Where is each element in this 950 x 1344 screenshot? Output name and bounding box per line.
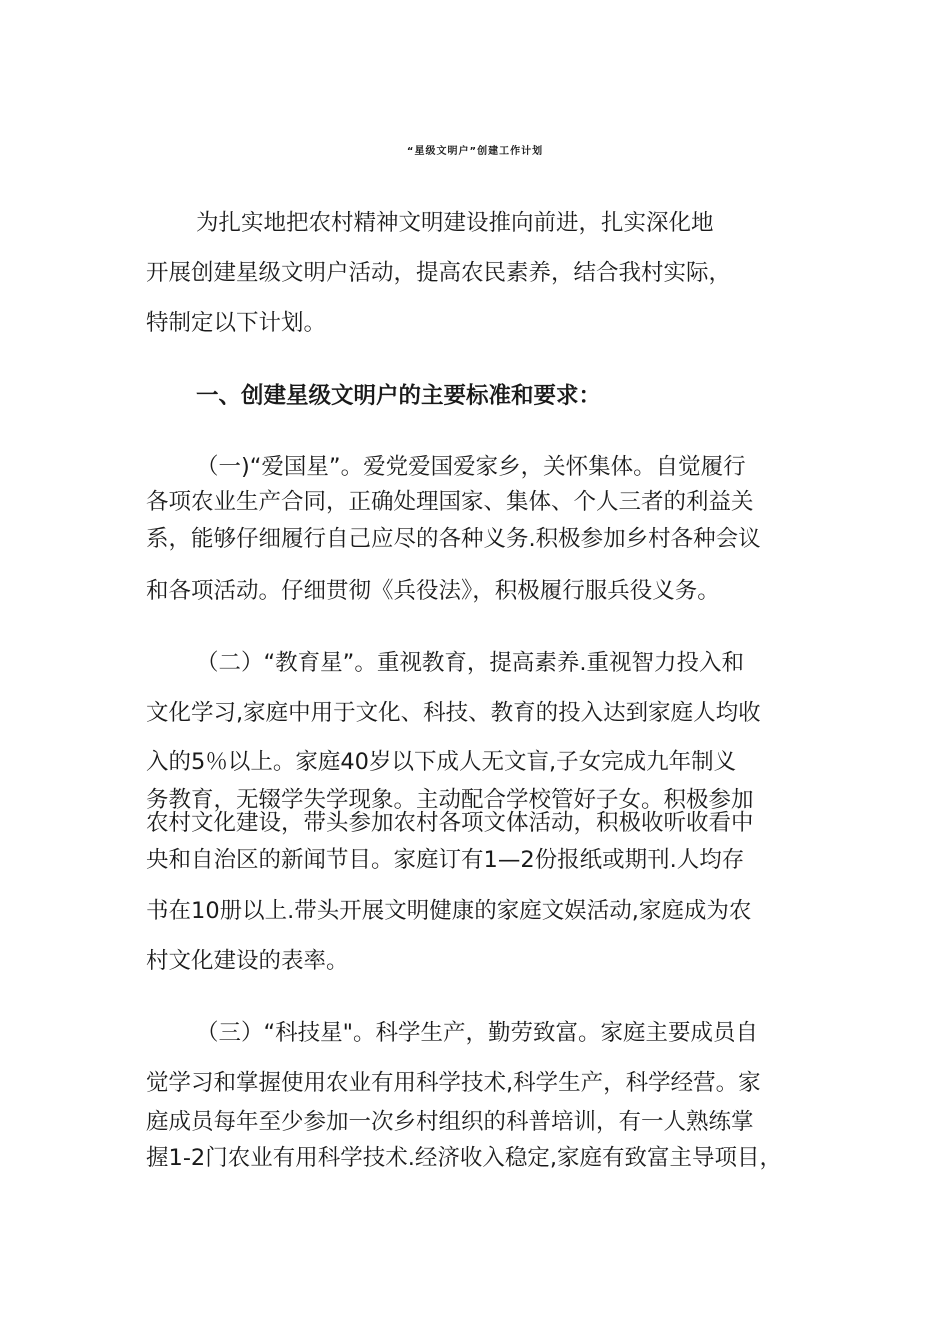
item-2-line-5: 农村文化建设，带头参加农村各项文体活动，积极收听收看中 xyxy=(146,810,754,836)
section-heading-1: 一、创建星级文明户的主要标准和要求： xyxy=(196,383,602,409)
intro-line-1: 为扎实地把农村精神文明建设推向前进，扎实深化地 xyxy=(196,210,714,236)
document-title: “星级文明户”创建工作计划 xyxy=(406,146,544,157)
item-2-line-1: （二）“教育星”。重视教育，提高素养.重视智力投入和 xyxy=(196,650,744,676)
item-3-line-4: 握1-2门农业有用科学技术.经济收入稳定,家庭有致富主导项目， xyxy=(146,1145,783,1171)
item-3-line-2: 觉学习和掌握使用农业有用科学技术,科学生产，科学经营。家 xyxy=(146,1070,761,1096)
item-3-line-1: （三）“科技星"。科学生产，勤劳致富。家庭主要成员自 xyxy=(196,1020,759,1046)
item-1-line-3: 系，能够仔细履行自己应尽的各种义务.积极参加乡村各种会议 xyxy=(146,526,761,552)
item-2-line-8: 村文化建设的表率。 xyxy=(146,948,349,974)
item-1-line-2: 各项农业生产合同，正确处理国家、集体、个人三者的利益关 xyxy=(146,489,754,515)
item-2-line-4: 务教育，无辍学失学现象。主动配合学校管好子女。积极参加 xyxy=(146,787,754,813)
intro-line-3: 特制定以下计划。 xyxy=(146,310,327,336)
item-2-line-7: 书在10册以上.带头开展文明健康的家庭文娱活动,家庭成为农 xyxy=(146,898,752,924)
item-2-line-6: 央和自治区的新闻节目。家庭订有1—2份报纸或期刊.人均存 xyxy=(146,847,745,873)
item-1-line-4: 和各项活动。仔细贯彻《兵役法》，积极履行服兵役义务。 xyxy=(146,578,720,604)
intro-line-2: 开展创建星级文明户活动，提高农民素养，结合我村实际， xyxy=(146,260,732,286)
item-2-line-2: 文化学习,家庭中用于文化、科技、教育的投入达到家庭人均收 xyxy=(146,700,761,726)
item-3-line-3: 庭成员每年至少参加一次乡村组织的科普培训，有一人熟练掌 xyxy=(146,1109,754,1135)
item-1-line-1: （一)“爱国星”。爱党爱国爱家乡，关怀集体。自觉履行 xyxy=(196,454,746,480)
item-2-line-3: 入的5％以上。家庭40岁以下成人无文盲,子女完成九年制义 xyxy=(146,749,737,775)
